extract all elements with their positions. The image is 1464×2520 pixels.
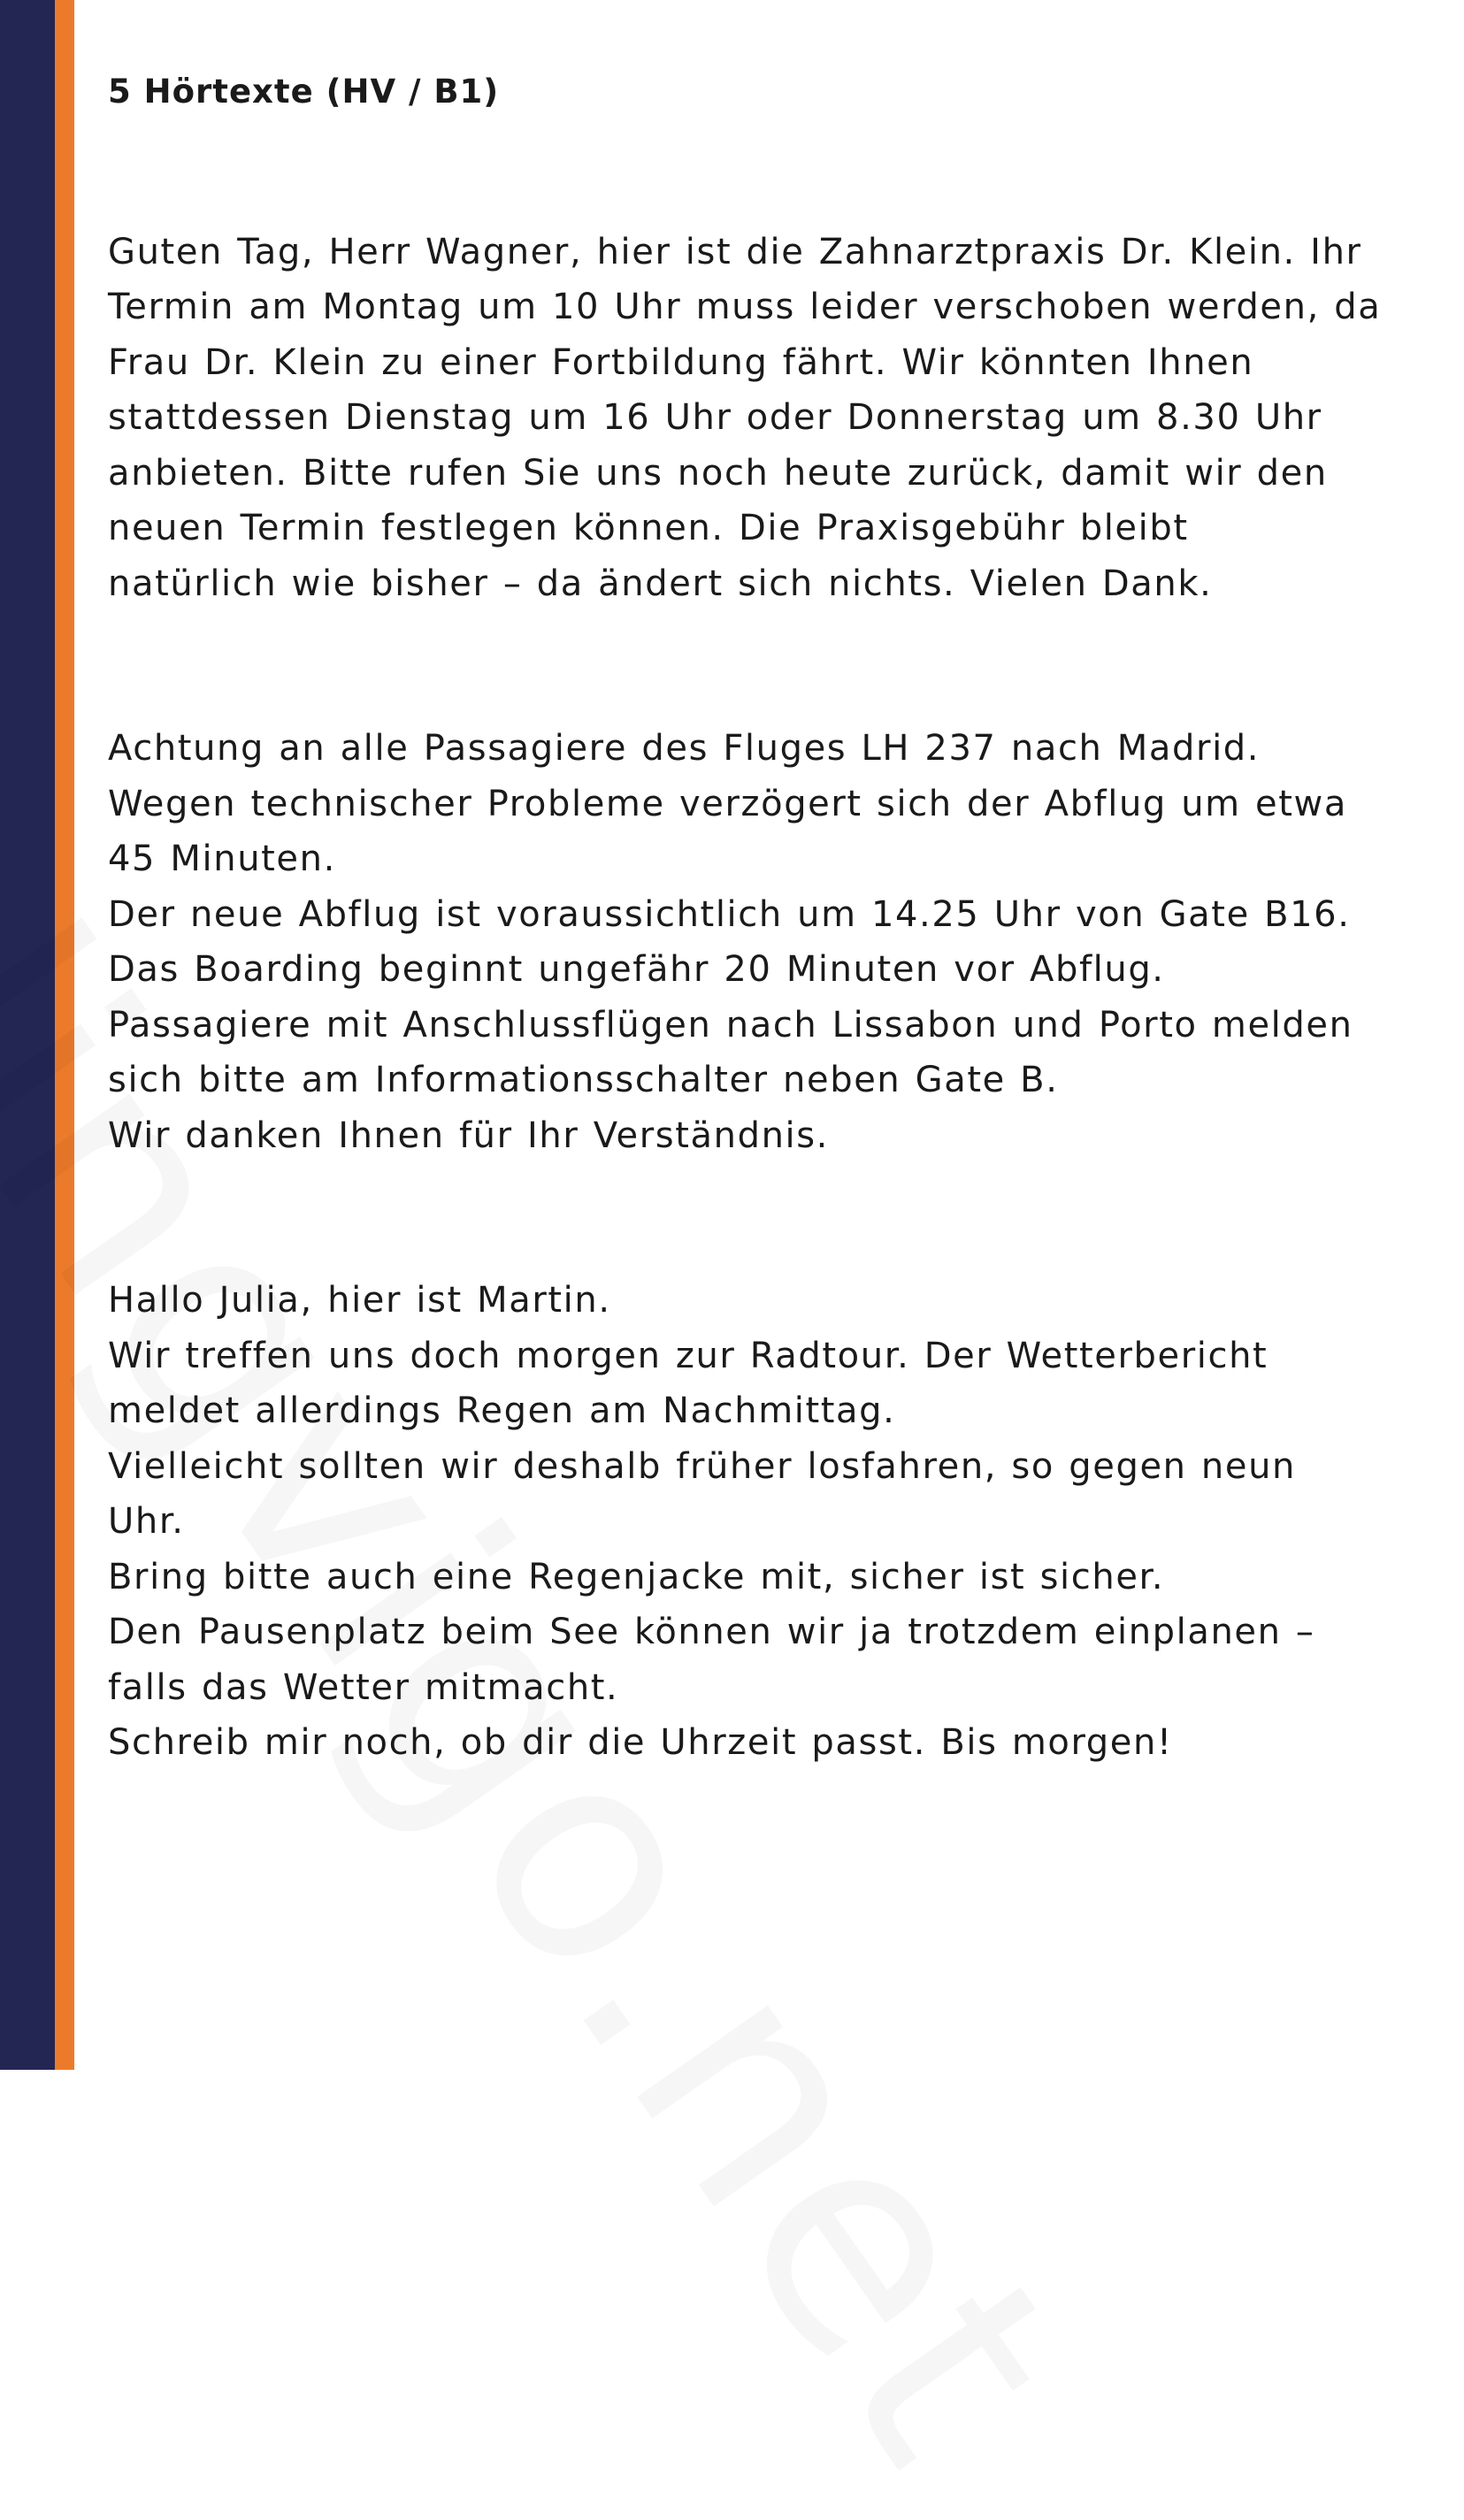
text-line: meldet allerdings Regen am Nachmittag. [108, 1390, 896, 1432]
text-line: stattdessen Dienstag um 16 Uhr oder Donnerstag um 8.30 Uhr [108, 397, 1322, 439]
text-line: falls das Wetter mitmacht. [108, 1666, 619, 1708]
text-line: Uhr. [108, 1501, 185, 1543]
orange-side-bar [55, 0, 74, 2070]
text-line: Schreib mir noch, ob dir die Uhrzeit passt. Bis morgen! [108, 1722, 1173, 1764]
text-line: Das Boarding beginnt ungefähr 20 Minuten vor Abflug. [108, 949, 1165, 991]
text-line: Frau Dr. Klein zu einer Fortbildung fährt. Wir könnten Ihnen [108, 341, 1254, 383]
text-line: Der neue Abflug ist voraussichtlich um 14.25 Uhr von Gate B16. [108, 893, 1351, 935]
text-line: Den Pausenplatz beim See können wir ja trotzdem einplanen – [108, 1612, 1315, 1653]
text-line: Guten Tag, Herr Wagner, hier ist die Zahnarztpraxis Dr. Klein. Ihr [108, 231, 1362, 272]
text-line: 45 Minuten. [108, 839, 336, 880]
text-line: natürlich wie bisher – da ändert sich nichts. Vielen Dank. [108, 563, 1213, 604]
listening-text-2 [108, 721, 1426, 1163]
text-line: neuen Termin festlegen können. Die Praxisgebühr bleibt [108, 508, 1189, 549]
text-line: Termin am Montag um 10 Uhr muss leider verschoben werden, da [108, 287, 1382, 328]
text-line: Passagiere mit Anschlussflügen nach Lissabon und Porto melden [108, 1004, 1353, 1046]
navy-side-bar [0, 0, 55, 2070]
text-line: Bring bitte auch eine Regenjacke mit, sicher ist sicher. [108, 1556, 1165, 1597]
page-title: 5 Hörtexte (HV / B1) [108, 73, 500, 111]
text-line: Wir treffen uns doch morgen zur Radtour. Der Wetterbericht [108, 1335, 1269, 1376]
text-line: Achtung an alle Passagiere des Fluges LH 237 nach Madrid. [108, 728, 1261, 770]
text-line: anbieten. Bitte rufen Sie uns noch heute zurück, damit wir den [108, 452, 1328, 494]
text-line: sich bitte am Informationsschalter neben Gate B. [108, 1060, 1059, 1101]
text-line: Hallo Julia, hier ist Martin. [108, 1280, 611, 1321]
page-content [108, 53, 1426, 1771]
listening-text-1 [108, 225, 1426, 612]
text-line: Vielleicht sollten wir deshalb früher losfahren, so gegen neun [108, 1445, 1296, 1487]
text-line: Wegen technischer Probleme verzögert sich der Abflug um etwa [108, 783, 1347, 824]
text-line: Wir danken Ihnen für Ihr Verständnis. [108, 1114, 830, 1156]
listening-text-3 [108, 1273, 1426, 1771]
